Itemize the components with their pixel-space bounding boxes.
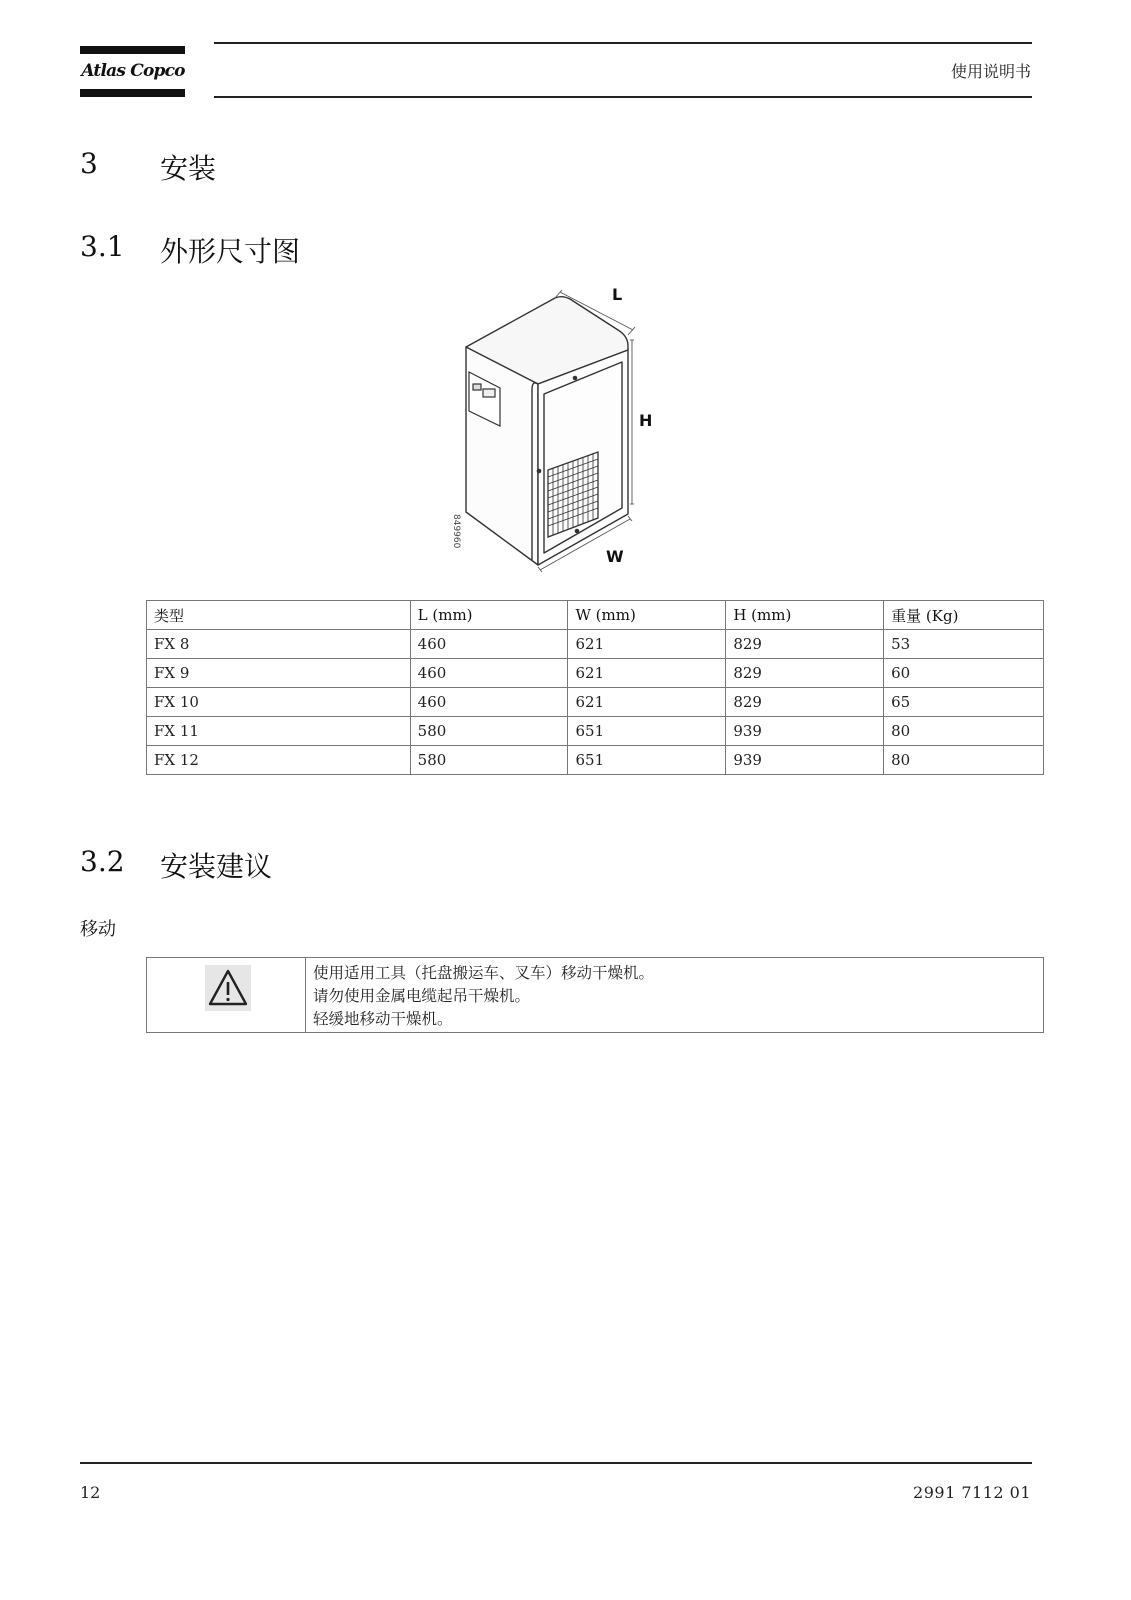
cell-h: 829 — [726, 688, 884, 717]
cell-h: 939 — [726, 717, 884, 746]
header-cell-weight: 重量 (Kg) — [884, 601, 1044, 630]
cell-l: 580 — [410, 717, 568, 746]
header-rule-top — [214, 42, 1032, 44]
cell-model: FX 9 — [147, 659, 411, 688]
footer-rule — [80, 1462, 1032, 1464]
header-rule-bottom — [214, 96, 1032, 98]
label-l: L — [612, 285, 623, 304]
section-3-1-number: 3.1 — [80, 230, 125, 263]
logo-text: Atlas Copco — [81, 61, 185, 81]
header-cell-l: L (mm) — [410, 601, 568, 630]
header-cell-w: W (mm) — [568, 601, 726, 630]
instruction-line: 请勿使用金属电缆起吊干燥机。 — [313, 987, 531, 1005]
cell-model: FX 8 — [147, 630, 411, 659]
table-row — [147, 659, 1044, 688]
doc-title: 使用说明书 — [950, 62, 1031, 81]
table-row — [147, 717, 1044, 746]
cell-l: 460 — [410, 688, 568, 717]
moving-warning-box — [146, 957, 1044, 1033]
warning-icon-cell — [147, 958, 306, 1032]
section-3-title: 安装 — [160, 152, 217, 185]
moving-subheading: 移动 — [80, 919, 116, 940]
dryer-dimension-drawing — [420, 280, 670, 580]
cell-w: 651 — [568, 717, 726, 746]
label-h: H — [639, 411, 653, 430]
table-header-row — [147, 601, 1044, 630]
cell-h: 939 — [726, 746, 884, 775]
cell-weight: 60 — [884, 659, 1044, 688]
label-w: W — [606, 547, 624, 566]
cell-model: FX 12 — [147, 746, 411, 775]
atlas-copco-logo — [80, 46, 186, 100]
cell-w: 621 — [568, 630, 726, 659]
cell-h: 829 — [726, 659, 884, 688]
cell-weight: 65 — [884, 688, 1044, 717]
table-row — [147, 746, 1044, 775]
warning-triangle-icon — [205, 965, 251, 1011]
header-cell-h: H (mm) — [726, 601, 884, 630]
cell-l: 460 — [410, 659, 568, 688]
cell-weight: 80 — [884, 746, 1044, 775]
cell-w: 621 — [568, 659, 726, 688]
header-cell-type: 类型 — [147, 601, 411, 630]
cell-weight: 80 — [884, 717, 1044, 746]
figure-ref-code: 849960 — [451, 514, 461, 549]
section-3-2-number: 3.2 — [80, 845, 125, 878]
moving-instructions — [313, 962, 654, 1031]
instruction-line: 使用适用工具（托盘搬运车、叉车）移动干燥机。 — [313, 964, 655, 982]
cell-l: 460 — [410, 630, 568, 659]
dimension-table — [146, 600, 1044, 775]
table-row — [147, 630, 1044, 659]
cell-l: 580 — [410, 746, 568, 775]
page-number: 12 — [80, 1483, 101, 1502]
cell-w: 621 — [568, 688, 726, 717]
cell-weight: 53 — [884, 630, 1044, 659]
instruction-line: 轻缓地移动干燥机。 — [313, 1010, 453, 1028]
cell-model: FX 10 — [147, 688, 411, 717]
section-3-number: 3 — [80, 147, 98, 180]
cell-model: FX 11 — [147, 717, 411, 746]
section-3-2-title: 安装建议 — [160, 850, 273, 883]
cell-w: 651 — [568, 746, 726, 775]
document-number: 2991 7112 01 — [913, 1483, 1031, 1502]
table-row — [147, 688, 1044, 717]
section-3-1-title: 外形尺寸图 — [160, 235, 301, 268]
cell-h: 829 — [726, 630, 884, 659]
